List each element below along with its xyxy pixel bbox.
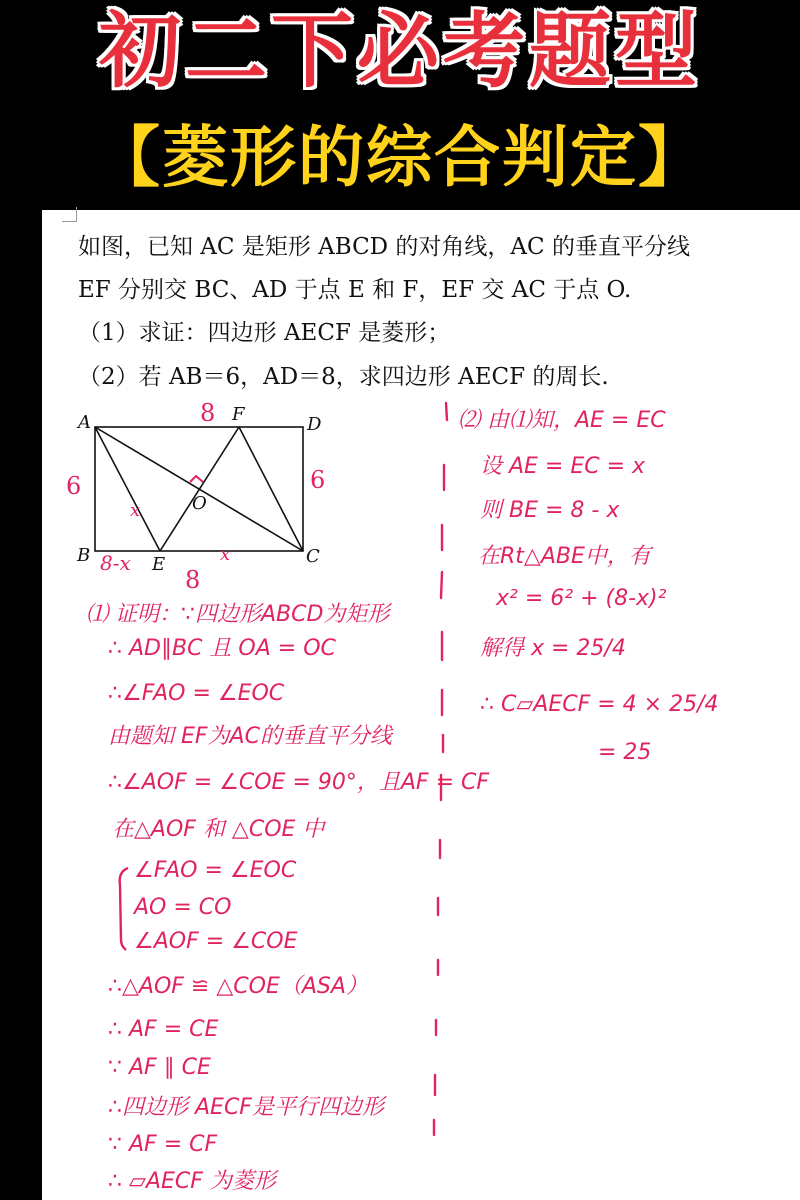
- solution-left-line: ⑴ 证明：∵四边形ABCD为矩形: [86, 602, 390, 627]
- label-c: C: [306, 546, 320, 567]
- annotation-bottom: 8: [185, 566, 201, 594]
- solution-left-line: ∵ AF = CF: [108, 1132, 218, 1157]
- solution-right-line: ∴ C▱AECF = 4 × 25/4: [480, 692, 719, 717]
- solution-right-line: 则 BE = 8 - x: [480, 498, 620, 523]
- solution-left-line: ∴ AD∥BC 且 OA = OC: [108, 636, 336, 661]
- solution-right-line: 解得 x = 25/4: [480, 636, 626, 661]
- problem-line-3: （1）求证：四边形 AECF 是菱形；: [78, 320, 451, 346]
- label-b: B: [77, 545, 91, 566]
- solution-right-line: = 25: [598, 740, 652, 765]
- solution-left-line: 由题知 EF为AC的垂直平分线: [108, 724, 392, 749]
- problem-line-2: EF 分别交 BC、AD 于点 E 和 F，EF 交 AC 于点 O.: [78, 277, 632, 303]
- page-title: 初二下必考题型: [98, 4, 701, 99]
- solution-left-line: ∴∠AOF = ∠COE = 90°，且AF = CF: [108, 770, 490, 795]
- solution-left-line: ∴四边形 AECF是平行四边形: [108, 1095, 384, 1120]
- problem-line-1: 如图，已知 AC 是矩形 ABCD 的对角线，AC 的垂直平分线: [78, 234, 690, 260]
- solution-right-line: ⑵ 由⑴知，AE = EC: [458, 408, 666, 433]
- solution-left-line: ∴ ▱AECF 为菱形: [108, 1169, 276, 1194]
- page-subtitle: 【菱形的综合判定】: [94, 119, 706, 196]
- label-d: D: [307, 414, 322, 435]
- segment-ef: [160, 427, 239, 551]
- solution-left-line: ∵ AF ∥ CE: [108, 1055, 211, 1080]
- annotation-left: 6: [66, 472, 82, 500]
- annotation-right: 6: [310, 466, 326, 494]
- label-o: O: [192, 493, 207, 514]
- solution-left-line: AO = CO: [134, 895, 232, 920]
- solution-left-line: ∴∠FAO = ∠EOC: [108, 681, 285, 706]
- solution-left-line: ∠AOF = ∠COE: [134, 929, 298, 954]
- solution-right-line: x² = 6² + (8-x)²: [496, 586, 667, 611]
- solution-right-line: 设 AE = EC = x: [480, 454, 646, 479]
- solution-left-line: 在△AOF 和 △COE 中: [112, 817, 325, 842]
- annotation-be: 8-x: [100, 551, 131, 575]
- solution-right-line: 在Rt△ABE中，有: [478, 544, 651, 569]
- solution-left-line: ∴△AOF ≌ △COE（ASA）: [108, 974, 368, 999]
- solution-left-line: ∠FAO = ∠EOC: [134, 858, 297, 883]
- right-angle-mark: [190, 476, 203, 482]
- label-a: A: [78, 412, 91, 433]
- label-f: F: [232, 404, 245, 425]
- solution-left-line: ∴ AF = CE: [108, 1017, 219, 1042]
- label-e: E: [152, 554, 166, 575]
- annotation-top: 8: [200, 399, 216, 427]
- annotation-ae: x: [130, 500, 141, 521]
- system-brace: [120, 868, 128, 950]
- annotation-ec: x: [220, 544, 231, 565]
- problem-line-4: （2）若 AB＝6，AD＝8，求四边形 AECF 的周长.: [78, 364, 609, 390]
